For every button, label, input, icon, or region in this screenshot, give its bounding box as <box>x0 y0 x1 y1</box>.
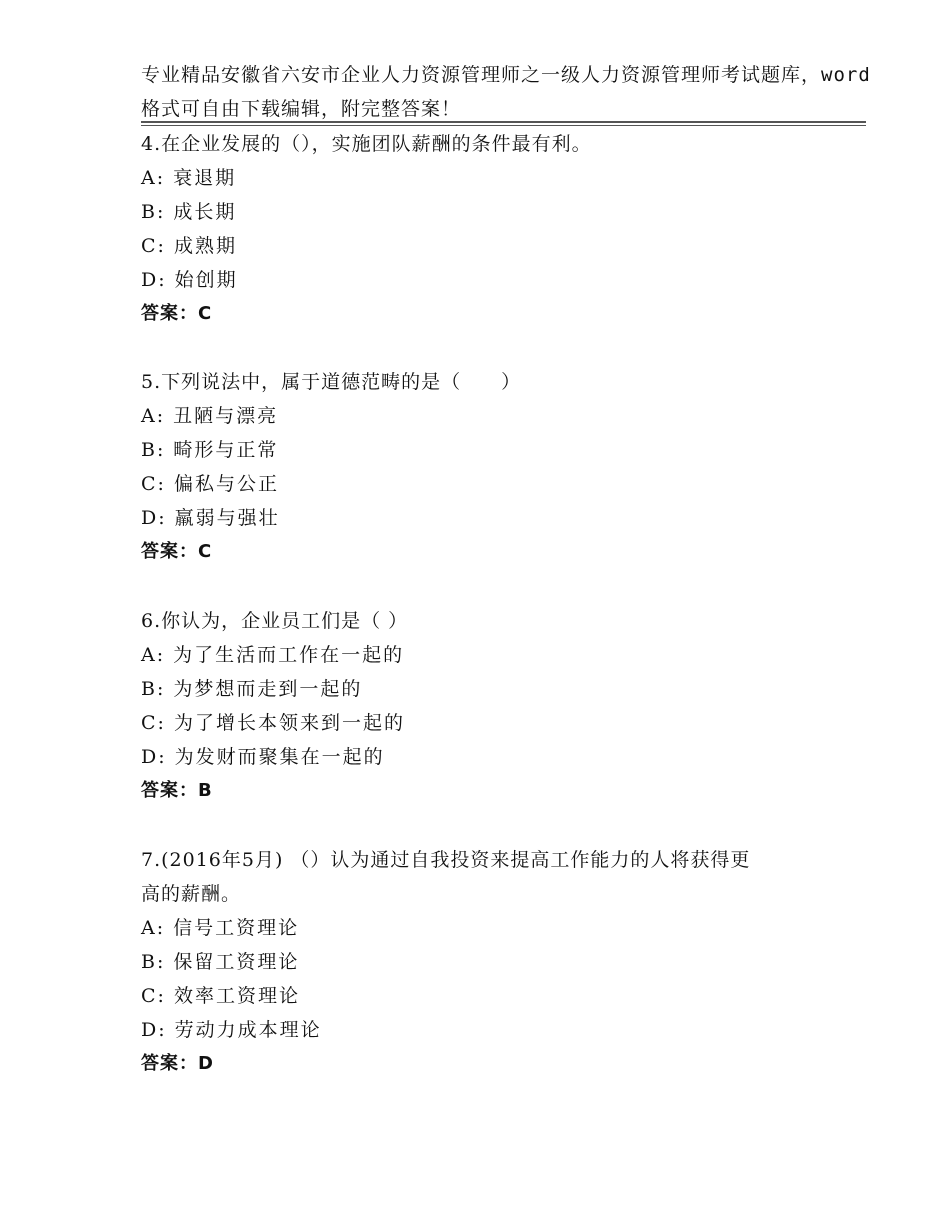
answer-line: 答案：C <box>141 541 213 562</box>
option-b: B: 成长期 <box>141 201 237 223</box>
question-stem: 5.下列说法中，属于道德范畴的是（ ） <box>141 371 522 393</box>
answer-line: 答案：D <box>141 1053 214 1074</box>
option-d: D: 始创期 <box>141 269 238 291</box>
question-5 <box>141 365 841 569</box>
option-a: A: 为了生活而工作在一起的 <box>141 644 405 666</box>
option-c: C: 成熟期 <box>141 235 237 257</box>
option-c: C: 效率工资理论 <box>141 985 300 1007</box>
answer-line: 答案：B <box>141 780 213 801</box>
question-stem-line-1: 7.(2016年5月) （）认为通过自我投资来提高工作能力的人将获得更 <box>141 849 751 871</box>
option-c: C: 为了增长本领来到一起的 <box>141 712 405 734</box>
option-a: A: 衰退期 <box>141 167 237 189</box>
header-divider-thick <box>141 121 866 123</box>
option-d: D: 羸弱与强壮 <box>141 507 280 529</box>
answer-line: 答案：C <box>141 303 213 324</box>
option-b: B: 保留工资理论 <box>141 951 300 973</box>
option-d: D: 劳动力成本理论 <box>141 1019 322 1041</box>
question-7 <box>141 843 841 1081</box>
question-stem-line-2: 高的薪酬。 <box>141 883 242 905</box>
header-line-2: 格式可自由下载编辑，附完整答案！ <box>141 98 462 120</box>
option-a: A: 信号工资理论 <box>141 917 300 939</box>
question-stem: 6.你认为，企业员工们是（ ） <box>141 610 409 632</box>
header-divider-thin <box>141 125 866 126</box>
option-b: B: 为梦想而走到一起的 <box>141 678 363 700</box>
option-d: D: 为发财而聚集在一起的 <box>141 746 385 768</box>
option-c: C: 偏私与公正 <box>141 473 279 495</box>
question-stem: 4.在企业发展的（），实施团队薪酬的条件最有利。 <box>141 133 592 155</box>
document-header <box>141 58 871 126</box>
option-a: A: 丑陋与漂亮 <box>141 405 279 427</box>
question-4 <box>141 127 841 331</box>
option-b: B: 畸形与正常 <box>141 439 279 461</box>
header-line-1: 专业精品安徽省六安市企业人力资源管理师之一级人力资源管理师考试题库，word <box>141 64 871 86</box>
question-6 <box>141 604 841 808</box>
